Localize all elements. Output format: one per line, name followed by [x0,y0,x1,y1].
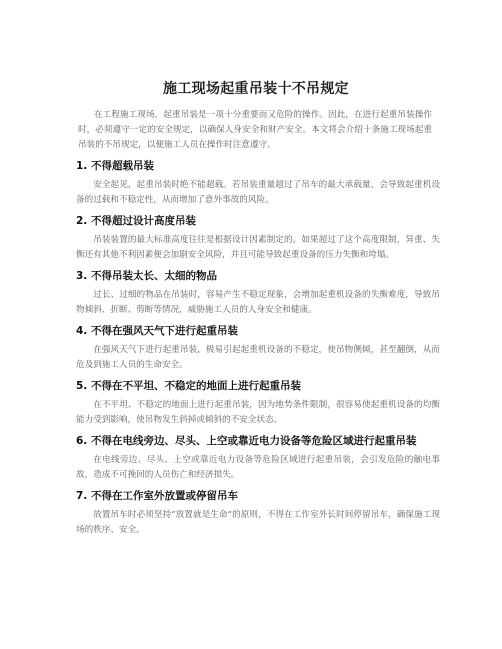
section-heading: 7. 不得在工作室外放置或停留吊车 [76,490,238,502]
section-heading: 5. 不得在不平坦、不稳定的地面上进行起重吊装 [76,380,301,392]
section-7 [76,489,440,538]
section-heading: 1. 不得超载吊装 [76,160,154,172]
section-body: 在强风天气下进行起重吊装，极易引起起重机设备的不稳定，使吊物侧倾，甚至翻倒，从而危及到施工人员的生命安全。 [76,345,440,370]
section-body: 放置吊车时必须坚持“放置就是生命”的原则，不得在工作室外长时间停留吊车，确保施工现场的秩序、安全。 [76,510,440,535]
section-heading: 2. 不得超过设计高度吊装 [76,215,196,227]
section-body: 吊装装置的最大标准高度往往是根据设计因素制定的。如果超过了这个高度限制，异重、失衡还有其他不利因素便会加剧安全风险，并且可能导致起重设备的压力失衡和垮塌。 [76,235,440,260]
section-6 [76,434,440,483]
section-3 [76,269,440,318]
intro-paragraph: 在工程施工现场，起重吊装是一项十分重要而又危险的操作。因此，在进行起重吊装操作时，必须遵守一定的安全规定，以确保人身安全和财产安全。本文将会介绍十条施工现场起重吊装的不吊规定，以便施工人员在操作时注意遵守。 [78,110,432,150]
section-body: 在电线旁边、尽头、上空或靠近电力设备等危险区域进行起重吊装，会引发危险的触电事故，造成不可挽回的人员伤亡和经济损失。 [76,455,440,480]
section-4 [76,324,440,373]
section-heading: 6. 不得在电线旁边、尽头、上空或靠近电力设备等危险区域进行起重吊装 [76,435,417,447]
section-heading: 3. 不得吊装太长、太细的物品 [76,270,217,282]
document-page [76,78,440,538]
section-2 [76,214,440,263]
section-body: 安全起见，起重吊装时绝不能超载。若吊装重量超过了吊车的最大承载量，会导致起重机设备的过载和不稳定性，从而增加了意外事故的风险。 [76,180,440,205]
section-body: 过长、过细的物品在吊装时，容易产生不稳定现象，会增加起重机设备的失衡难度，导致吊物倾斜、折断、剪断等情况，威胁施工人员的人身安全和健康。 [76,290,440,315]
section-5 [76,379,440,428]
section-body: 在不平坦、不稳定的地面上进行起重吊装，因为地势条件限制，很容易使起重机设备的均衡能力受到影响，使吊物发生斜掉或倾斜的不安全状态。 [76,400,440,425]
document-title: 施工现场起重吊装十不吊规定 [163,81,349,97]
section-heading: 4. 不得在强风天气下进行起重吊装 [76,325,238,337]
section-1 [76,159,440,208]
